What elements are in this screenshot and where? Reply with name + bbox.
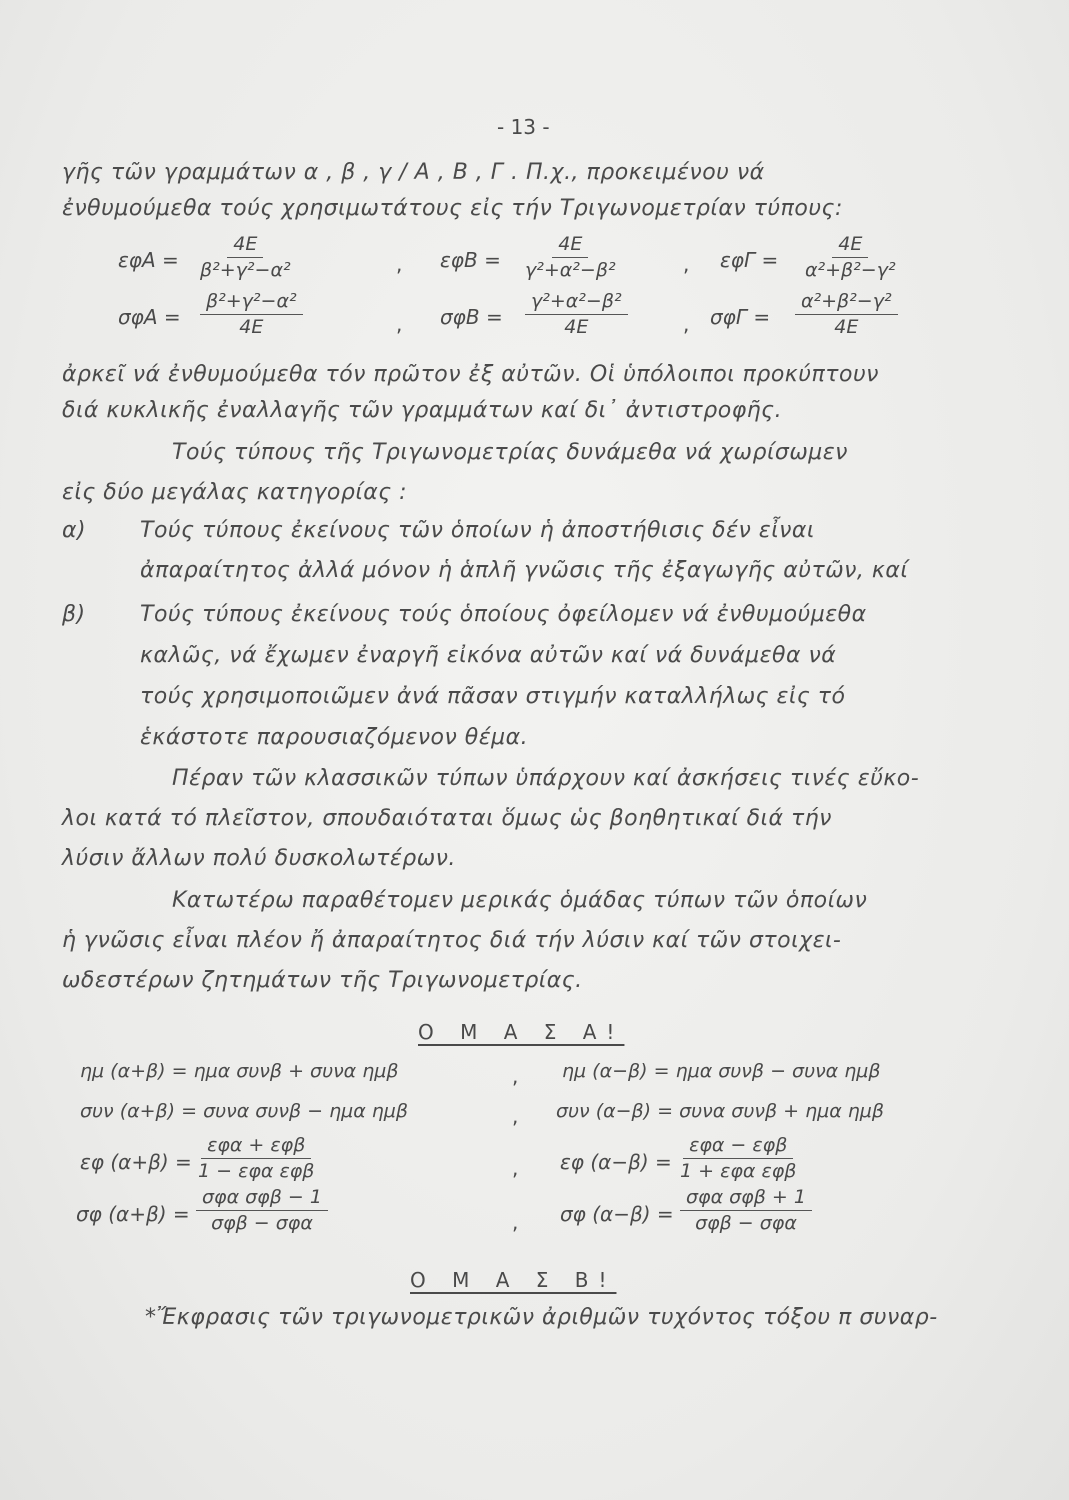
denominator: 1 + εφα εφβ bbox=[680, 1160, 797, 1182]
numerator: α²+β²−γ² bbox=[795, 290, 898, 315]
formula-label: εφ (α+β) = bbox=[80, 1150, 192, 1174]
comma: , bbox=[683, 312, 690, 336]
numerator: 4Ε bbox=[227, 233, 263, 258]
fraction bbox=[680, 1186, 812, 1234]
denominator: 1 − εφα εφβ bbox=[198, 1160, 315, 1182]
formula-label: σφ (α+β) = bbox=[76, 1202, 190, 1226]
denominator: β²+γ²−α² bbox=[200, 259, 291, 281]
comma: , bbox=[512, 1104, 519, 1128]
formula-label: εφΒ = bbox=[440, 248, 501, 272]
formula-cos-diff: συν (α−β) = συνα συνβ + ημα ημβ bbox=[556, 1100, 885, 1122]
text-line: εἰς δύο μεγάλας κατηγορίας : bbox=[62, 480, 408, 505]
denominator: γ²+α²−β² bbox=[525, 259, 616, 281]
text-line: Τούς τύπους ἐκείνους τούς ὁποίους ὀφείλομεν νά ἐνθυμούμεθα bbox=[140, 602, 867, 627]
comma: , bbox=[396, 252, 403, 276]
fraction bbox=[795, 290, 898, 338]
text-line: *Ἔκφρασις τῶν τριγωνομετρικῶν ἀριθμῶν τυχόντος τόξου π συναρ- bbox=[145, 1305, 938, 1330]
text-line: Πέραν τῶν κλασσικῶν τύπων ὑπάρχουν καί ἀσκήσεις τινές εὔκο- bbox=[172, 766, 920, 791]
numerator: γ²+α²−β² bbox=[525, 290, 628, 315]
formula-label: σφΑ = bbox=[118, 305, 181, 329]
fraction bbox=[805, 233, 896, 281]
text-line: ἀπαραίτητος ἀλλά μόνον ἡ ἁπλῆ γνῶσις τῆς ἐξαγωγῆς αὐτῶν, καί bbox=[140, 558, 909, 583]
fraction bbox=[200, 290, 303, 338]
denominator: σφβ − σφα bbox=[211, 1212, 313, 1234]
formula-label: εφΑ = bbox=[118, 248, 179, 272]
group-a-heading: Ο Μ Α Σ Α! bbox=[418, 1020, 625, 1044]
denominator: 4Ε bbox=[834, 316, 859, 338]
fraction bbox=[198, 1134, 314, 1182]
fraction bbox=[200, 233, 291, 281]
text-line: Κατωτέρω παραθέτομεν μερικάς ὁμάδας τύπων τῶν ὁποίων bbox=[172, 888, 868, 913]
numerator: 4Ε bbox=[552, 233, 588, 258]
fraction bbox=[196, 1186, 328, 1234]
formula-sin-sum: ημ (α+β) = ημα συνβ + συνα ημβ bbox=[80, 1060, 399, 1082]
formula-label: σφ (α−β) = bbox=[560, 1202, 674, 1226]
comma: , bbox=[512, 1064, 519, 1088]
numerator: εφα + εφβ bbox=[201, 1134, 311, 1159]
text-line: λοι κατά τό πλεῖστον, σπουδαιόταται ὅμως ὡς βοηθητικαί διά τήν bbox=[62, 806, 832, 831]
list-marker: α) bbox=[62, 518, 87, 543]
numerator: σφα σφβ + 1 bbox=[680, 1186, 812, 1211]
list-marker: β) bbox=[62, 602, 86, 627]
text-line: λύσιν ἄλλων πολύ δυσκολωτέρων. bbox=[62, 846, 456, 871]
page-number: - 13 - bbox=[497, 115, 550, 139]
denominator: 4Ε bbox=[564, 316, 589, 338]
numerator: 4Ε bbox=[832, 233, 868, 258]
fraction bbox=[525, 290, 628, 338]
formula-label: σφΓ = bbox=[710, 305, 771, 329]
text-line: γῆς τῶν γραμμάτων α , β , γ / Α , Β , Γ . Π.χ., προκειμένου νά bbox=[62, 160, 765, 185]
text-line: ἀρκεῖ νά ἐνθυμούμεθα τόν πρῶτον ἐξ αὐτῶν. Οἱ ὑπόλοιποι προκύπτουν bbox=[62, 362, 879, 387]
text-line: Τούς τύπους τῆς Τριγωνομετρίας δυνάμεθα νά χωρίσωμεν bbox=[172, 440, 848, 465]
formula-label: εφ (α−β) = bbox=[560, 1150, 672, 1174]
text-line: τούς χρησιμοποιῶμεν ἀνά πᾶσαν στιγμήν καταλλήλως εἰς τό bbox=[140, 684, 846, 709]
text-line: καλῶς, νά ἔχωμεν ἐναργῆ εἰκόνα αὐτῶν καί νά δυνάμεθα νά bbox=[140, 643, 837, 668]
fraction bbox=[525, 233, 616, 281]
denominator: σφβ − σφα bbox=[695, 1212, 797, 1234]
denominator: 4Ε bbox=[239, 316, 264, 338]
text-line: Τούς τύπους ἐκείνους τῶν ὁποίων ἡ ἀποστήθισις δέν εἶναι bbox=[140, 518, 815, 543]
text-line: ἑκάστοτε παρουσιαζόμενον θέμα. bbox=[140, 725, 529, 750]
denominator: α²+β²−γ² bbox=[805, 259, 896, 281]
text-line: διά κυκλικῆς ἐναλλαγῆς τῶν γραμμάτων καί δι᾿ ἀντιστροφῆς. bbox=[62, 398, 783, 423]
comma: , bbox=[512, 1156, 519, 1180]
formula-cos-sum: συν (α+β) = συνα συνβ − ημα ημβ bbox=[80, 1100, 409, 1122]
text-line: ἐνθυμούμεθα τούς χρησιμωτάτους εἰς τήν Τριγωνομετρίαν τύπους: bbox=[62, 196, 843, 221]
comma: , bbox=[396, 312, 403, 336]
comma: , bbox=[512, 1210, 519, 1234]
numerator: β²+γ²−α² bbox=[200, 290, 303, 315]
group-b-heading: Ο Μ Α Σ Β! bbox=[410, 1268, 617, 1292]
text-line: ωδεστέρων ζητημάτων τῆς Τριγωνομετρίας. bbox=[62, 968, 583, 993]
comma: , bbox=[683, 252, 690, 276]
formula-label: εφΓ = bbox=[720, 248, 779, 272]
text-line: ἡ γνῶσις εἶναι πλέον ἤ ἀπαραίτητος διά τήν λύσιν καί τῶν στοιχει- bbox=[62, 928, 842, 953]
numerator: σφα σφβ − 1 bbox=[196, 1186, 328, 1211]
formula-sin-diff: ημ (α−β) = ημα συνβ − συνα ημβ bbox=[562, 1060, 881, 1082]
numerator: εφα − εφβ bbox=[683, 1134, 793, 1159]
formula-label: σφΒ = bbox=[440, 305, 503, 329]
fraction bbox=[680, 1134, 796, 1182]
